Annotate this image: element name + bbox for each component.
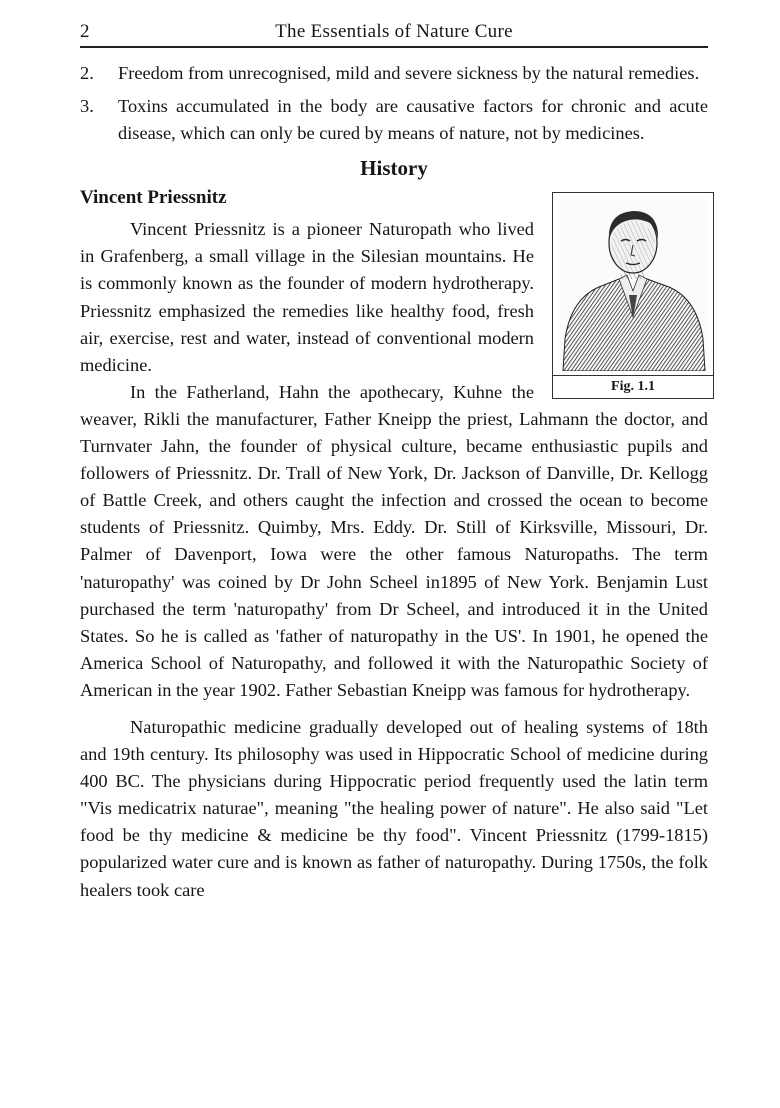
list-item	[80, 93, 708, 147]
list-item-number: 3.	[80, 96, 94, 117]
page-number: 2	[80, 21, 90, 42]
paragraph: In the Fatherland, Hahn the apothecary, Kuhne the weaver, Rikli the manufacturer, Father Kneipp the priest, Lahmann the doctor, and Turnvater Jahn, the founder of physical culture, became enthusiastic pupils and followers of Priessnitz. Dr. Trall of New York, Dr. Jackson of Danville, Dr. Kellogg of Battle Creek, and others caught the infection and crossed the ocean to become students of Priessnitz. Quimby, Mrs. Eddy. Dr. Still of Kirksville, Missouri, Dr. Palmer of Davenport, Iowa were the other famous Naturopaths. The term 'naturopathy' was coined by Dr John Scheel in1895 of New York. Benjamin Lust purchased the term 'naturopathy' from Dr Scheel, and introduced it in the United States. So he is called as 'father of naturopathy in the US'. In 1901, he opened the America School of Naturopathy, and followed it with the Naturopathic Society of American in the year 1902. Father Sebastian Kneipp was famous for hydrotherapy.	[80, 381, 708, 700]
portrait-engraving-icon	[559, 199, 707, 371]
paragraph: Naturopathic medicine gradually developed out of healing systems of 18th and 19th century. Its philosophy was used in Hippocratic School of medicine during 400 BC. The physicians during Hippocratic period frequently used the latin term "Vis medicatrix naturae", meaning "the healing power of nature". He also said "Let food be thy medicine & medicine be thy food". Vincent Priessnitz (1799-1815) popularized water cure and is known as father of naturopathy. During 1750s, the folk healers took care	[80, 716, 708, 900]
figure-portrait	[552, 192, 714, 399]
running-title: The Essentials of Nature Cure	[275, 21, 513, 42]
list-item-text: Toxins accumulated in the body are causative factors for chronic and acute disease, which can only be cured by means of nature, not by medicines.	[118, 96, 708, 144]
list-item	[80, 60, 708, 87]
paragraph: Vincent Priessnitz is a pioneer Naturopath who lived in Grafenberg, a small village in the Silesian mountains. He is commonly known as the founder of modern hydrotherapy. Priessnitz emphasized the remedies like healthy food, fresh air, exercise, rest and water, instead of conventional modern medicine.	[80, 219, 534, 375]
page-body	[80, 60, 708, 904]
figure-caption: Fig. 1.1	[553, 375, 713, 396]
running-header	[80, 18, 708, 48]
section-heading: History	[360, 156, 428, 181]
subheading: Vincent Priessnitz	[80, 187, 227, 209]
list-item-text: Freedom from unrecognised, mild and severe sickness by the natural remedies.	[118, 63, 700, 83]
list-item-number: 2.	[80, 63, 94, 83]
